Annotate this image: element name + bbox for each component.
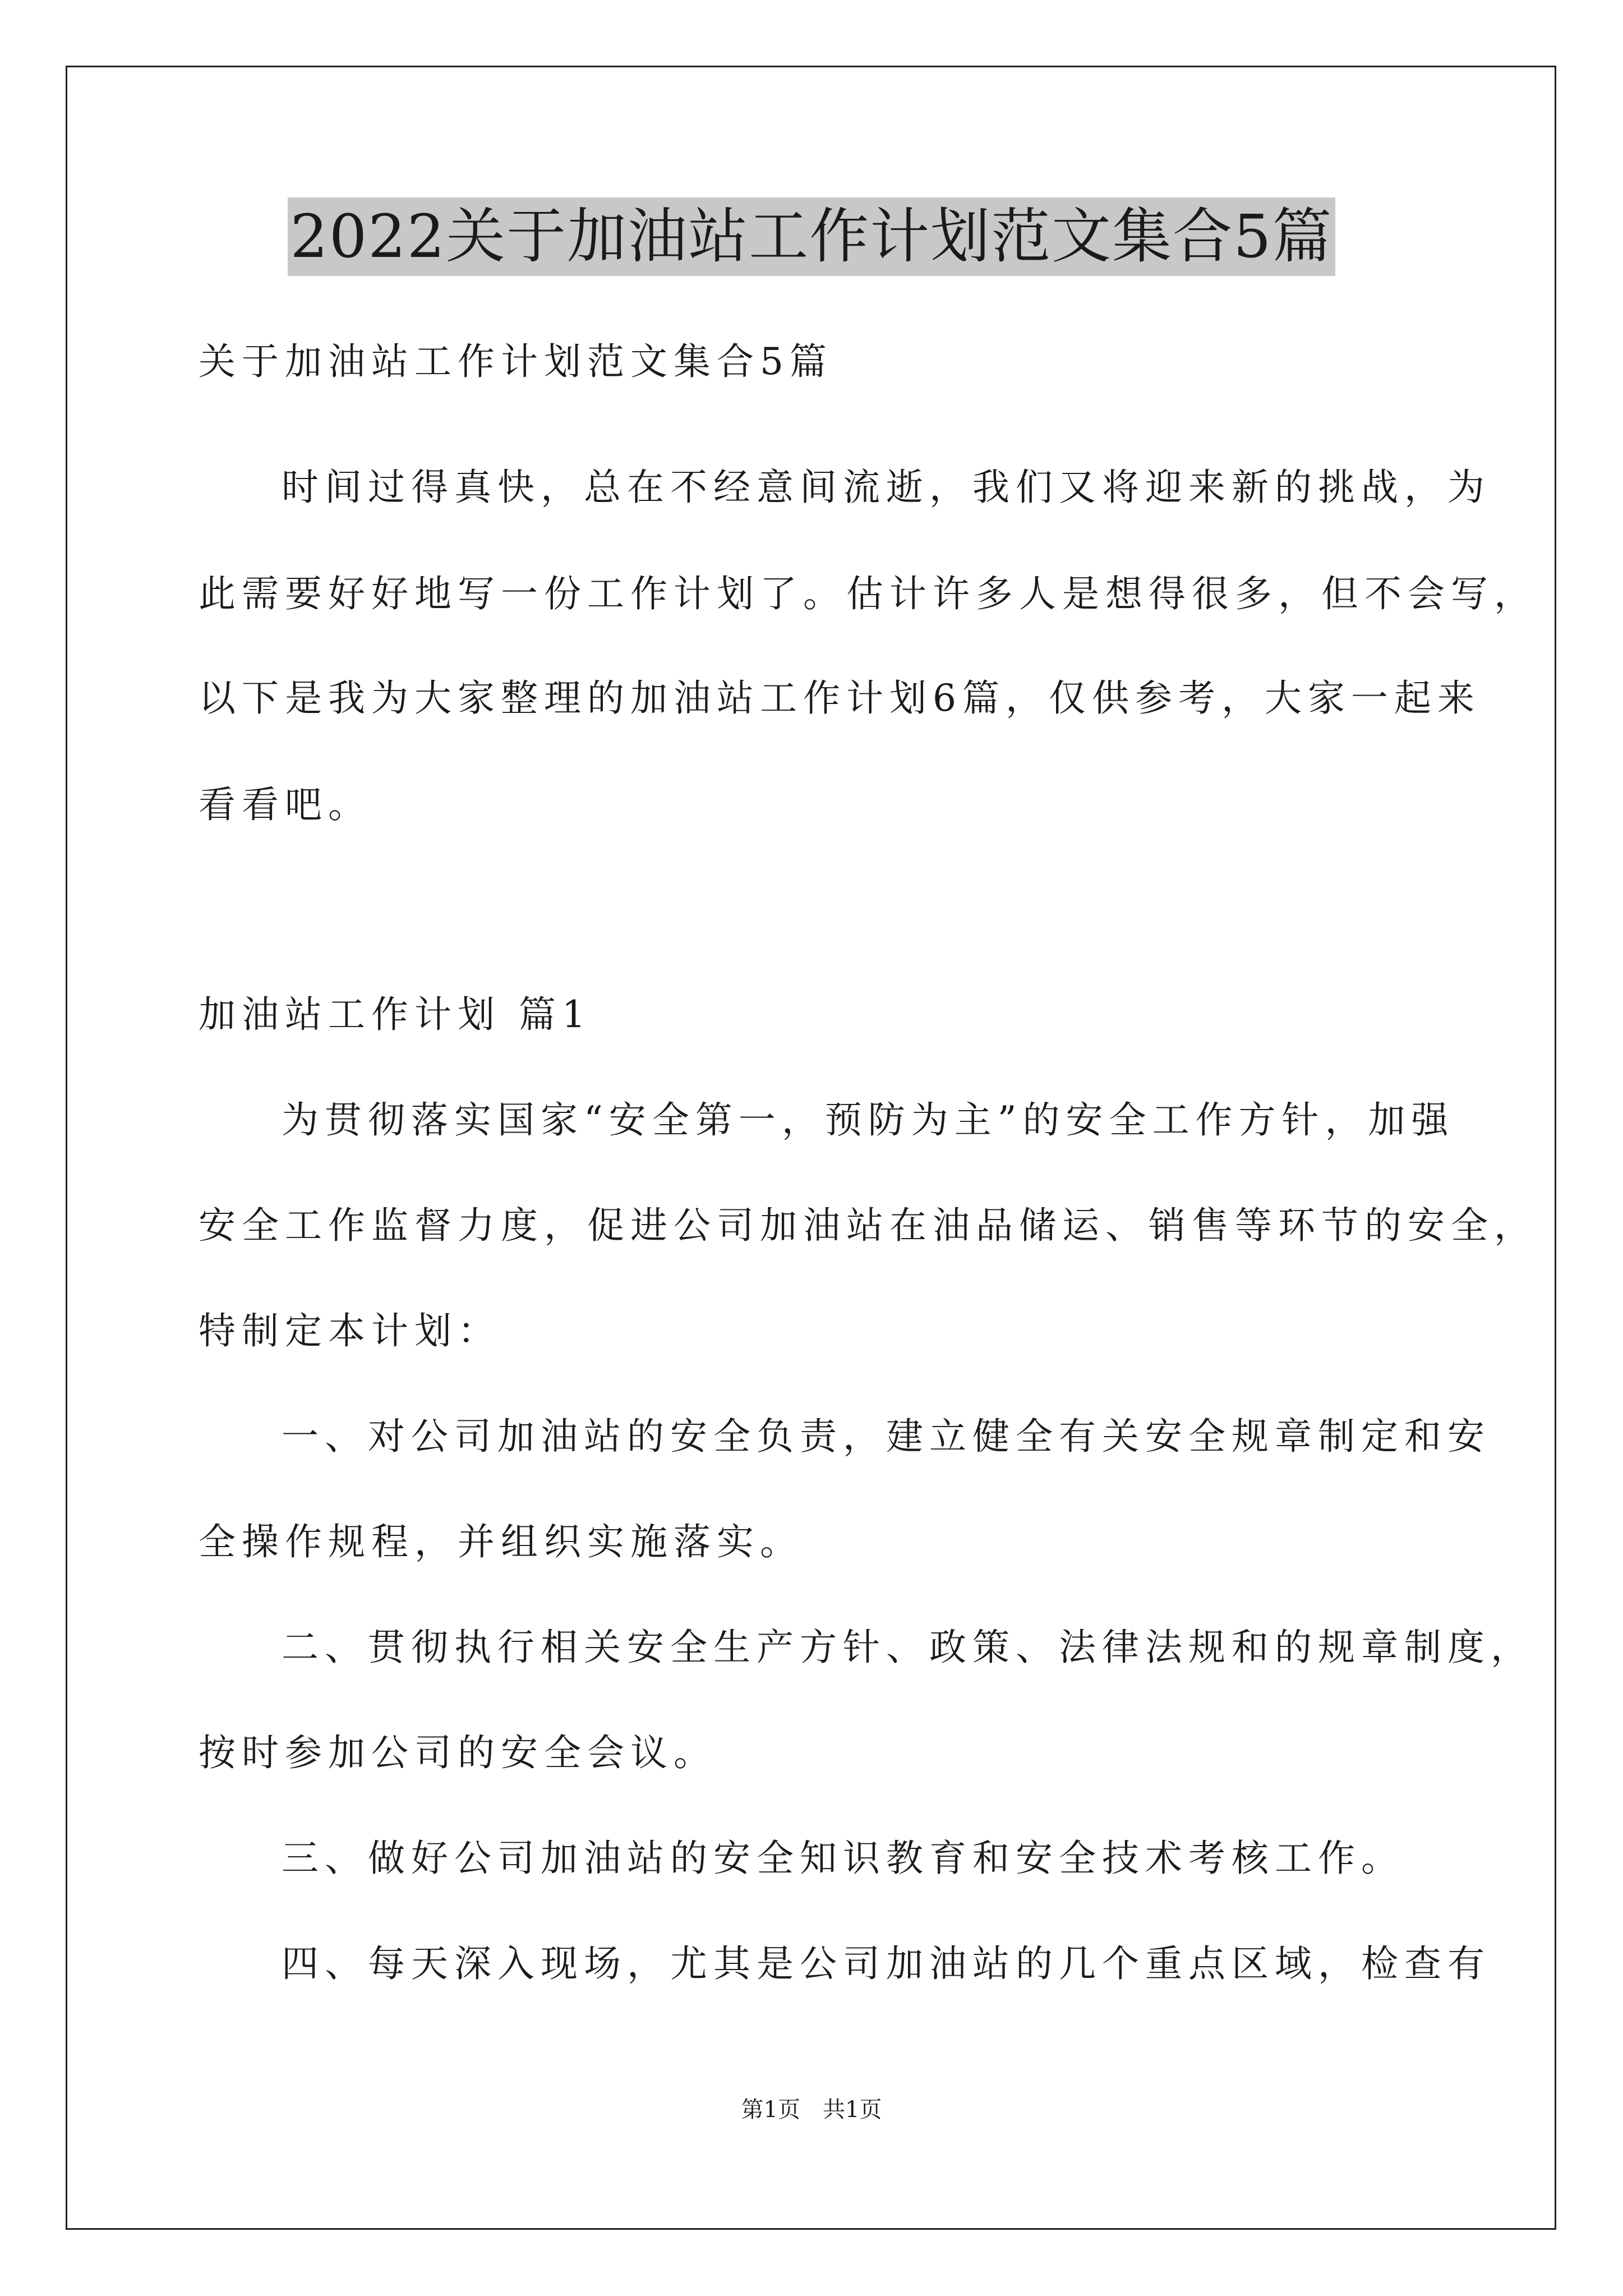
paragraph-line: 三、做好公司加油站的安全知识教育和安全技术考核工作。 — [282, 1837, 1404, 1880]
paragraph-line: 为贯彻落实国家“安全第一，预防为主”的安全工作方针，加强 — [282, 1098, 1455, 1142]
paragraph-line: 全操作规程，并组织实施落实。 — [199, 1520, 803, 1563]
paragraph-line: 时间过得真快，总在不经意间流逝，我们又将迎来新的挑战，为 — [282, 466, 1491, 509]
paragraph-line: 此需要好好地写一份工作计划了。估计许多人是想得很多，但不会写， — [199, 572, 1537, 615]
paragraph-line: 一、对公司加油站的安全负责，建立健全有关安全规章制定和安 — [282, 1415, 1491, 1458]
subtitle-line: 关于加油站工作计划范文集合5篇 — [199, 340, 833, 383]
paragraph-line: 二、贯彻执行相关安全生产方针、政策、法律法规和的规章制度， — [282, 1626, 1534, 1669]
paragraph-line: 按时参加公司的安全会议。 — [199, 1731, 717, 1774]
paragraph-line: 安全工作监督力度，促进公司加油站在油品储运、销售等环节的安全， — [199, 1204, 1537, 1247]
page-footer: 第1页 共1页 — [741, 2097, 882, 2123]
section-heading: 加油站工作计划 篇1 — [199, 993, 592, 1036]
paragraph-line: 以下是我为大家整理的加油站工作计划6篇，仅供参考，大家一起来 — [199, 677, 1481, 720]
title-container — [0, 197, 1623, 276]
paragraph-line: 看看吧。 — [199, 783, 371, 826]
page-border — [66, 66, 1556, 2230]
paragraph-line: 特制定本计划： — [199, 1309, 501, 1352]
paragraph-line: 四、每天深入现场，尤其是公司加油站的几个重点区域，检查有 — [282, 1942, 1491, 1985]
document-title: 2022关于加油站工作计划范文集合5篇 — [288, 197, 1335, 276]
